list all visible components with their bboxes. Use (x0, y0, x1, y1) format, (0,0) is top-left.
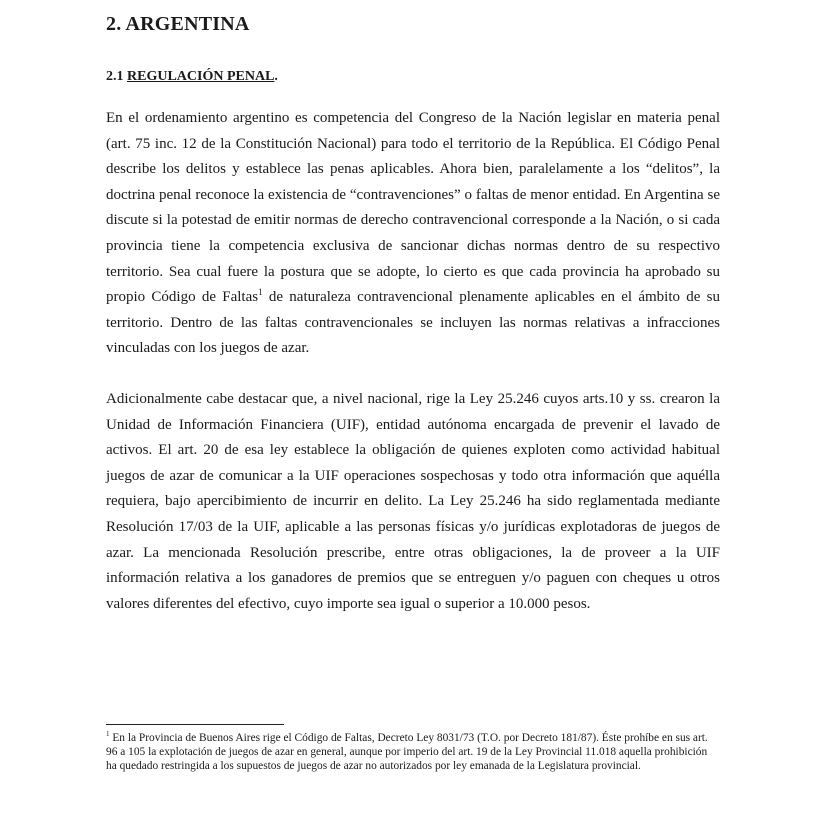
subsection-number: 2.1 (106, 69, 124, 84)
paragraph-uif-law: Adicionalmente cabe destacar que, a nivel nacional, rige la Ley 25.246 cuyos arts.10 y ss. crearon la Unidad de Información Financiera (UIF), entidad autónoma encargada de prevenir el lavado de activos. El art. 20 de esa ley establece la obligación de quienes exploten como actividad habitual juegos de azar de comunicar a la UIF operaciones sospechosas y todo otra información que aquélla requiera, bajo apercibimiento de incurrir en delito. La Ley 25.246 ha sido reglamentada mediante Resolución 17/03 de la UIF, aplicable a las personas físicas y/o jurídicas explotadoras de juegos de azar. La mencionada Resolución prescribe, entre otras obligaciones, la de proveer a la UIF información relativa a los ganadores de premios que se entreguen y/o paguen con cheques u otros valores diferentes del efectivo, cuyo importe sea igual o superior a 10.000 pesos. (106, 391, 720, 612)
paragraph-penal-regulation (106, 106, 720, 362)
footnote-separator (106, 724, 284, 725)
footnote-reference: 1 (258, 287, 263, 298)
footnote-text: En la Provincia de Buenos Aires rige el Código de Faltas, Decreto Ley 8031/73 (T.O. por Decreto 181/87). Éste prohíbe en sus art. 96 a 105 la explotación de juegos de azar en general, aunque por imperio del art. 19 de la Ley Provincial 11.018 aquella prohibición ha quedado restringida a los supuestos de juegos de azar no autorizados por ley emanada de la Legislatura provincial. (106, 732, 708, 773)
subsection-heading (106, 69, 278, 85)
section-heading: 2. ARGENTINA (106, 13, 250, 35)
footnote (106, 731, 720, 774)
subsection-title: REGULACIÓN PENAL (127, 69, 275, 84)
paragraph1-text-a: En el ordenamiento argentino es competencia del Congreso de la Nación legislar en materia penal (art. 75 inc. 12 de la Constitución Nacional) para todo el territorio de la República. El Código Penal describe los delitos y establece las penas aplicables. Ahora bien, paralelamente a los “delitos”, la doctrina penal reconoce la existencia de “contravenciones” o faltas de menor entidad. En Argentina se discute si la potestad de emitir normas de derecho contravencional corresponde a la Nación, o si cada provincia tiene la competencia exclusiva de sancionar dichas normas dentro de su respectivo territorio. Sea cual fuere la postura que se adopte, lo cierto es que cada provincia ha aprobado su propio Código de Faltas (106, 110, 720, 306)
subsection-trailing: . (274, 69, 278, 84)
footnote-marker: 1 (106, 730, 110, 739)
paragraph1-text-b: de naturaleza contravencional plenamente aplicables en el ámbito de su territorio. Dentro de las faltas contravencionales se incluyen las normas relativas a infracciones vinculadas con los juegos de azar. (106, 289, 720, 357)
